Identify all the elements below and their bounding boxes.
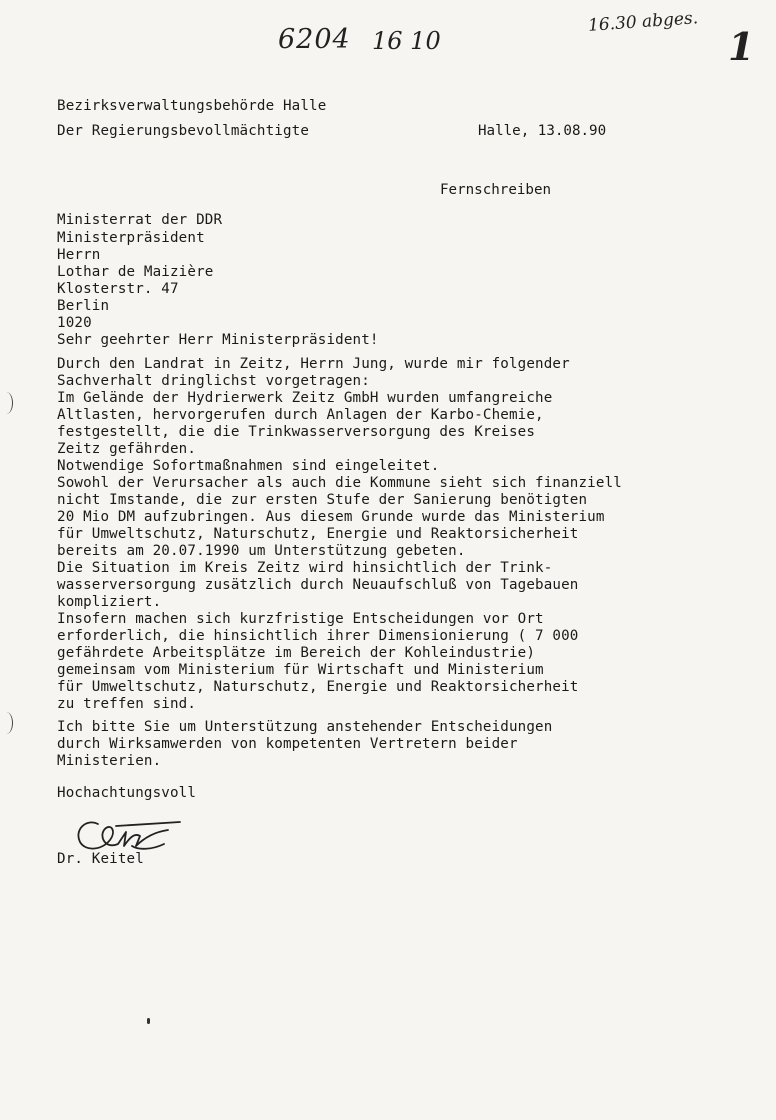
recipient-line: Berlin bbox=[57, 298, 110, 314]
scan-speck bbox=[147, 1018, 150, 1024]
closing: Hochachtungsvoll bbox=[57, 785, 197, 801]
recipient-line: Klosterstr. 47 bbox=[57, 281, 179, 297]
body-line: Ministerien. bbox=[57, 753, 162, 769]
handwritten-dispatch-note: 16.30 abges. bbox=[587, 8, 699, 36]
letterhead-authority: Bezirksverwaltungsbehörde Halle bbox=[57, 98, 327, 114]
recipient-line: 1020 bbox=[57, 315, 92, 331]
signatory-name: Dr. Keitel bbox=[57, 851, 144, 867]
recipient-line: Lothar de Maizière bbox=[57, 264, 214, 280]
recipient-line: Ministerrat der DDR bbox=[57, 212, 223, 228]
body-line: Altlasten, hervorgerufen durch Anlagen der Karbo-Chemie, bbox=[57, 407, 544, 423]
handwritten-page-number: 1 bbox=[728, 24, 755, 69]
body-line: gemeinsam vom Ministerium für Wirtschaft und Ministerium bbox=[57, 662, 544, 678]
body-line: Ich bitte Sie um Unterstützung anstehender Entscheidungen bbox=[57, 719, 553, 735]
body-line: Sowohl der Verursacher als auch die Kommune sieht sich finanziell bbox=[57, 475, 622, 491]
body-line: nicht Imstande, die zur ersten Stufe der Sanierung benötigten bbox=[57, 492, 588, 508]
recipient-line: Herrn bbox=[57, 247, 101, 263]
handwritten-archive-number: 6204 bbox=[278, 24, 351, 55]
body-line: durch Wirksamwerden von kompetenten Vertretern beider bbox=[57, 736, 518, 752]
body-line: Insofern machen sich kurzfristige Entscheidungen vor Ort bbox=[57, 611, 544, 627]
salutation: Sehr geehrter Herr Ministerpräsident! bbox=[57, 332, 379, 348]
body-line: Die Situation im Kreis Zeitz wird hinsichtlich der Trink- bbox=[57, 560, 553, 576]
body-line: 20 Mio DM aufzubringen. Aus diesem Grunde wurde das Ministerium bbox=[57, 509, 605, 525]
body-line: Zeitz gefährden. bbox=[57, 441, 197, 457]
body-line: Sachverhalt dringlichst vorgetragen: bbox=[57, 373, 370, 389]
body-line: Durch den Landrat in Zeitz, Herrn Jung, wurde mir folgender bbox=[57, 356, 570, 372]
letterhead-office: Der Regierungsbevollmächtigte bbox=[57, 123, 310, 139]
place-date: Halle, 13.08.90 bbox=[478, 123, 607, 139]
body-line: Im Gelände der Hydrierwerk Zeitz GmbH wurden umfangreiche bbox=[57, 390, 553, 406]
document-type: Fernschreiben bbox=[440, 182, 552, 198]
recipient-line: Ministerpräsident bbox=[57, 230, 205, 246]
handwritten-folio: 16 10 bbox=[372, 27, 441, 55]
body-line: kompliziert. bbox=[57, 594, 162, 610]
body-line: wasserversorgung zusätzlich durch Neuaufschluß von Tagebauen bbox=[57, 577, 579, 593]
body-line: für Umweltschutz, Naturschutz, Energie und Reaktorsicherheit bbox=[57, 526, 579, 542]
body-line: erforderlich, die hinsichtlich ihrer Dimensionierung ( 7 000 bbox=[57, 628, 579, 644]
body-line: für Umweltschutz, Naturschutz, Energie und Reaktorsicherheit bbox=[57, 679, 579, 695]
punch-hole-mark bbox=[0, 712, 13, 734]
body-line: bereits am 20.07.1990 um Unterstützung gebeten. bbox=[57, 543, 466, 559]
body-line: Notwendige Sofortmaßnahmen sind eingeleitet. bbox=[57, 458, 440, 474]
punch-hole-mark bbox=[0, 392, 13, 414]
body-line: festgestellt, die die Trinkwasserversorgung des Kreises bbox=[57, 424, 536, 440]
body-line: zu treffen sind. bbox=[57, 696, 197, 712]
body-line: gefährdete Arbeitsplätze im Bereich der Kohleindustrie) bbox=[57, 645, 536, 661]
